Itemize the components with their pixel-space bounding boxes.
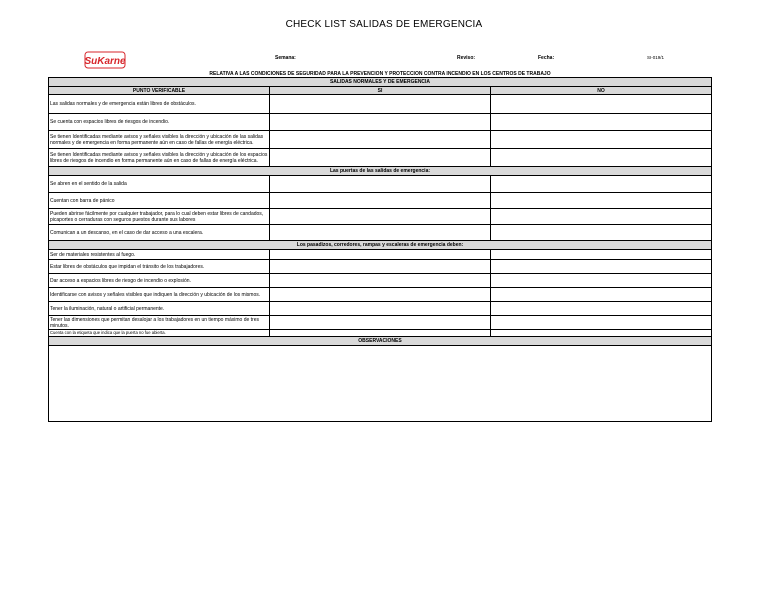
si-cell[interactable]	[270, 149, 491, 167]
checklist-item: Se cuenta con espacios libres de riesgos de incendio.	[49, 114, 270, 131]
svg-text:SuKarne: SuKarne	[84, 56, 126, 67]
column-header-punto: PUNTO VERIFICABLE	[49, 87, 270, 95]
no-cell[interactable]	[491, 288, 712, 302]
no-cell[interactable]	[491, 225, 712, 241]
checklist-item: Se tienen Identificadas mediante avisos y señales visibles la dirección y ubicación de los espacios libres de riesgos de incendio en forma permanente aún en caso de fallas de energía eléctrica.	[49, 149, 270, 167]
si-cell[interactable]	[270, 225, 491, 241]
checklist-item: Identificarse con avisos y señales visibles que indiquen la dirección y ubicación de los mismos.	[49, 288, 270, 302]
section-header-pasadizos: Los pasadizos, corredores, rampas y escaleras de emergencia deben:	[49, 241, 712, 250]
no-cell[interactable]	[491, 95, 712, 114]
section-header-puertas: Las puertas de las salidas de emergencia:	[49, 167, 712, 176]
no-cell[interactable]	[491, 209, 712, 225]
si-cell[interactable]	[270, 193, 491, 209]
si-cell[interactable]	[270, 114, 491, 131]
checklist-item: Comunican a un descanso, en el caso de dar acceso a una escalera.	[49, 225, 270, 241]
si-cell[interactable]	[270, 330, 491, 337]
checklist-item: Tener la iluminación, natural o artificial permanente.	[49, 302, 270, 316]
no-cell[interactable]	[491, 250, 712, 260]
checklist-note: Cuenta con la etiqueta que indica que la puerta no fue abierta.	[49, 330, 270, 337]
no-cell[interactable]	[491, 114, 712, 131]
no-cell[interactable]	[491, 302, 712, 316]
no-cell[interactable]	[491, 274, 712, 288]
si-cell[interactable]	[270, 131, 491, 149]
column-header-no: NO	[491, 87, 712, 95]
no-cell[interactable]	[491, 131, 712, 149]
sukarne-logo	[84, 50, 126, 70]
section-header-observaciones: OBSERVACIONES	[49, 337, 712, 346]
document-title: CHECK LIST SALIDAS DE EMERGENCIA	[285, 19, 483, 30]
no-cell[interactable]	[491, 316, 712, 330]
checklist-item: Dar acceso a espacios libres de riesgo de incendio o explosión.	[49, 274, 270, 288]
form-code: SI-019/1	[647, 55, 665, 60]
si-cell[interactable]	[270, 95, 491, 114]
si-cell[interactable]	[270, 302, 491, 316]
si-cell[interactable]	[270, 209, 491, 225]
no-cell[interactable]	[491, 193, 712, 209]
no-cell[interactable]	[491, 176, 712, 193]
reviso-label: Reviso:	[457, 55, 476, 61]
checklist-item: Se tienen Identificadas mediante avisos y señales visibles la dirección y ubicación de las salidas normales y de emergencia en forma permanente aún en caso de fallas de energía eléctrica.	[49, 131, 270, 149]
checklist-item: Cuentan con barra de pánico	[49, 193, 270, 209]
checklist-table	[48, 77, 712, 422]
si-cell[interactable]	[270, 260, 491, 274]
fecha-label: Fecha:	[538, 55, 555, 61]
si-cell[interactable]	[270, 274, 491, 288]
checklist-item: Las salidas normales y de emergencia están libres de obstáculos.	[49, 95, 270, 114]
column-header-si: SI	[270, 87, 491, 95]
no-cell[interactable]	[491, 149, 712, 167]
section-header-salidas: SALIDAS NORMALES Y DE EMERGENCIA	[49, 78, 712, 87]
checklist-item: Ser de materiales resistentes al fuego.	[49, 250, 270, 260]
checklist-item: Pueden abrirse fácilmente por cualquier trabajador, para lo cual deben estar libres de candados, picaportes o cerraduras con seguros puestos durante sus labores	[49, 209, 270, 225]
no-cell[interactable]	[491, 330, 712, 337]
si-cell[interactable]	[270, 316, 491, 330]
si-cell[interactable]	[270, 250, 491, 260]
semana-label: Semana:	[275, 55, 296, 61]
document-subtitle: RELATIVA A LAS CONDICIONES DE SEGURIDAD PARA LA PREVENCION Y PROTECCION CONTRA INCENDIO EN LOS CENTROS DE TRABAJO	[209, 71, 551, 77]
si-cell[interactable]	[270, 288, 491, 302]
checklist-item: Se abren en el sentido de la salida	[49, 176, 270, 193]
no-cell[interactable]	[491, 260, 712, 274]
checklist-item: Estar libres de obstáculos que impidan el tránsito de los trabajadores.	[49, 260, 270, 274]
si-cell[interactable]	[270, 176, 491, 193]
observaciones-field[interactable]	[49, 346, 712, 422]
checklist-item: Tener las dimensiones que permitan desalojar a los trabajadores en un tiempo máximo de tres minutos.	[49, 316, 270, 330]
